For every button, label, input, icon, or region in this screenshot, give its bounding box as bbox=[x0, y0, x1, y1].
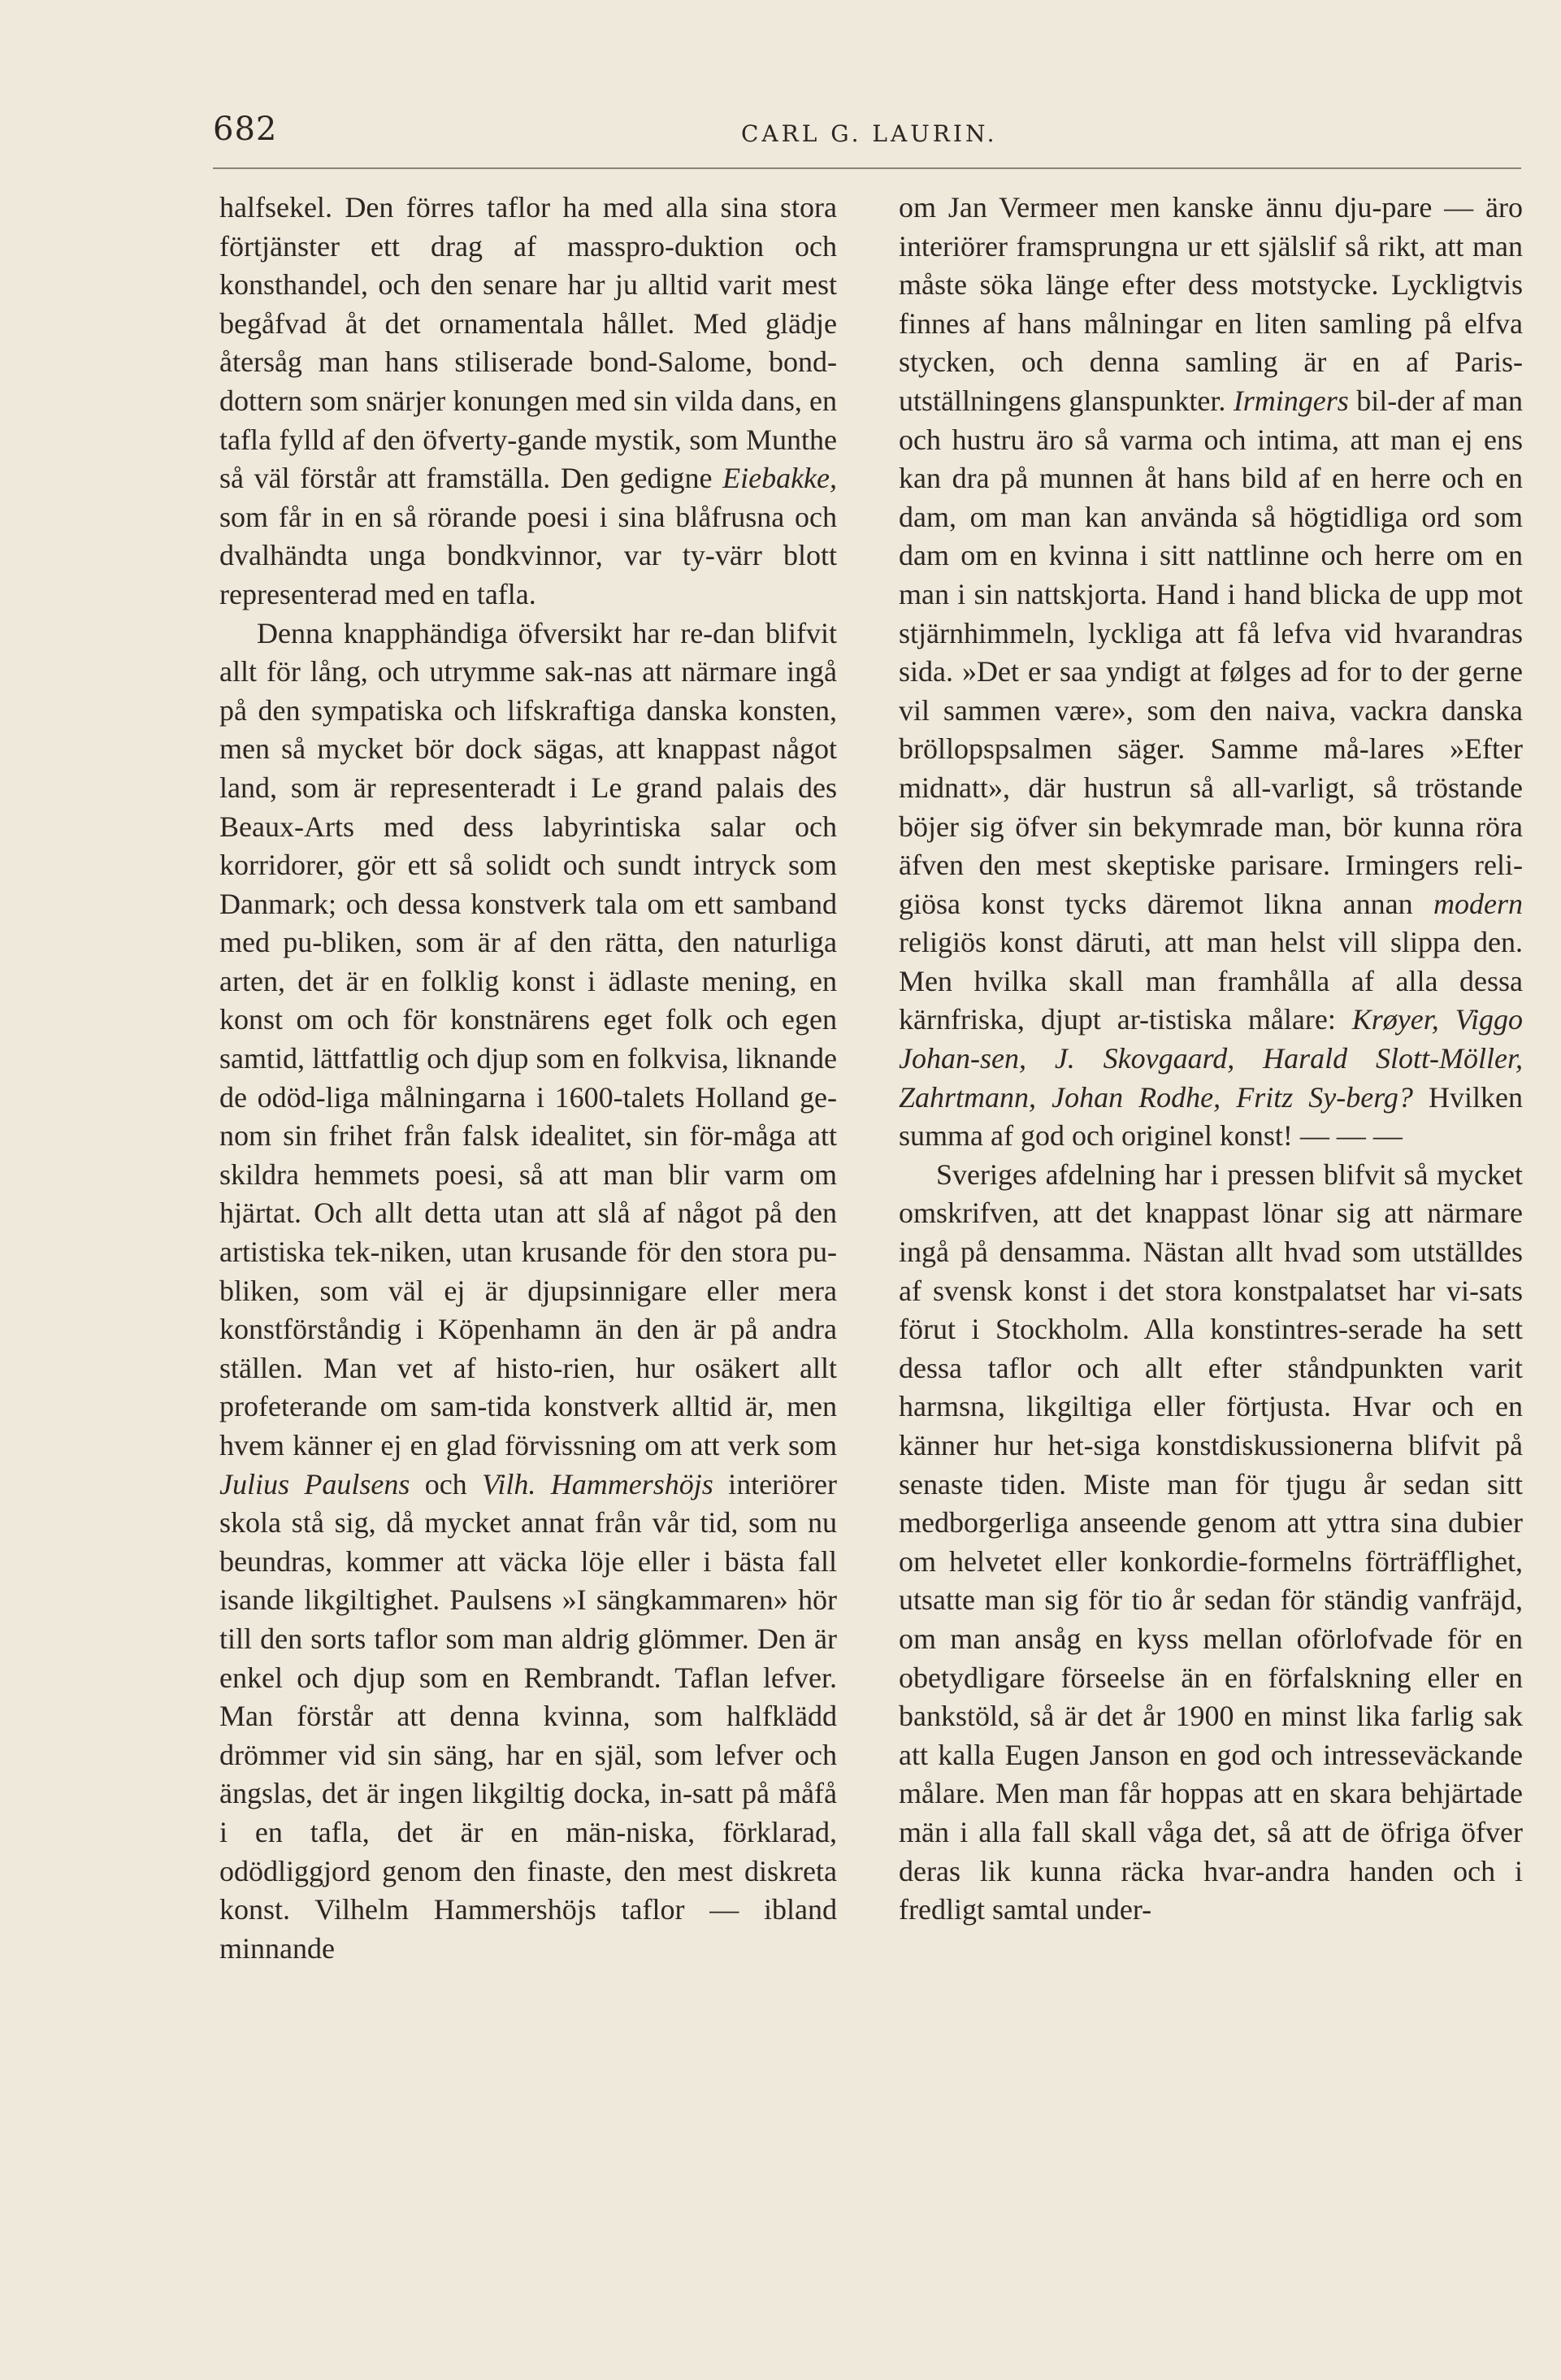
italic-name: Irmingers bbox=[1233, 384, 1349, 417]
italic-name: Eiebakke, bbox=[722, 462, 837, 495]
italic-word: modern bbox=[1433, 887, 1523, 920]
paragraph bbox=[899, 1156, 1523, 1930]
text-run: interiörer skola stå sig, då mycket annat från vår tid, som nu beundras, kommer att väcka löje eller i bästa fall isande likgiltighet. Paulsens »I sängkammaren» hör till den sorts taflor som man aldrig glömmer. Den är enkel och djup som en Rembrandt. Taflan lefver. Man förstår att denna kvinna, som halfklädd drömmer vid sin säng, har en själ, som lefver och ängslas, det är ingen likgiltig docka, in-satt på måfå i en tafla, det är en män-niska, förklarad, odödliggjord genom den finaste, den mest diskreta konst. Vilhelm Hammershöjs taflor — ibland minnande bbox=[219, 1467, 837, 1965]
paragraph bbox=[219, 615, 837, 1969]
paragraph bbox=[899, 189, 1523, 1156]
text-run: Denna knapphändiga öfversikt har re-dan blifvit allt för lång, och utrymme sak-nas att närmare ingå på den sympatiska och lifskraftiga danska konsten, men så mycket bör dock sägas, att knappast något land, som är representeradt i Le grand palais des Beaux-Arts med dess labyrintiska salar och korridorer, gör ett så solidt och sundt intryck som Danmark; och dessa konstverk tala om ett samband med pu-bliken, som är af den rätta, den naturliga arten, det är en folklig konst i ädlaste mening, en konst om och för konstnärens eget folk och egen samtid, lättfattlig och djup som en folkvisa, liknande de odöd-liga målningarna i 1600-talets Holland ge-nom sin frihet från falsk idealitet, sin för-måga att skildra hemmets poesi, så att man blir varm om hjärtat. Och allt detta utan att slå af något på den artistiska tek-niken, utan krusande för den stora pu-bliken, som väl ej är djupsinnigare eller mera konstförståndig i Köpenhamn än den är på andra ställen. Man vet af histo-rien, hur osäkert allt profeterande om sam-tida konstverk alltid är, men hvem känner ej en glad förvissning om att verk som bbox=[219, 616, 837, 1461]
italic-names: Krøyer, Viggo Johan-sen, J. Skovgaard, Harald Slott-Möller, Zahrtmann, Johan Rodhe, Fritz Sy-berg? bbox=[899, 1003, 1523, 1114]
left-column bbox=[219, 189, 837, 1968]
text-run: Sveriges afdelning har i pressen blifvit så mycket omskrifven, att det knappast lönar sig att närmare ingå på densamma. Nästan allt hvad som utställdes af svensk konst i det stora konstpalatset har vi-sats förut i Stockholm. Alla konstintres-serade ha sett dessa taflor och allt efter ståndpunkten varit harmsna, likgiltiga eller förtjusta. Hvar och en känner hur het-siga konstdiskussionerna blifvit på senaste tiden. Miste man för tjugu år sedan sitt medborgerliga anseende genom att yttra sina dubier om helvetet eller konkordie-formelns förträfflighet, utsatte man sig för tio år sedan för ständig vanfräjd, om man ansåg en kyss mellan oförlofvade för en obetydligare förseelse än en förfalskning eller en bankstöld, så är det år 1900 en minst lika farlig sak att kalla Eugen Janson en god och intresseväckande målare. Men man får hoppas att en skara behjärtade män i alla fall skall våga det, så att de öfriga öfver deras lik kunna räcka hvar-andra handen och i fredligt samtal under- bbox=[899, 1157, 1523, 1926]
text-run: som får in en så rörande poesi i sina blåfrusna och dvalhändta unga bondkvinnor, var ty-värr blott representerad med en tafla. bbox=[219, 500, 837, 610]
page-header bbox=[213, 111, 1521, 167]
text-run: och bbox=[410, 1467, 483, 1501]
text-run: Hvilken summa af god och originel konst! — — — bbox=[899, 1080, 1523, 1153]
header-rule bbox=[213, 167, 1521, 169]
page-number: 682 bbox=[213, 111, 278, 148]
running-head: CARL G. LAURIN. bbox=[741, 120, 998, 147]
italic-name: Vilh. Hammershöjs bbox=[482, 1467, 713, 1501]
text-run: om Jan Vermeer men kanske ännu dju-pare — äro interiörer framsprungna ur ett själslif så rikt, att man måste söka länge efter dess motstycke. Lyckligtvis finnes af hans målningar en liten samling på elfva stycken, och denna samling är en af Paris-utställningens glanspunkter. bbox=[899, 191, 1523, 417]
right-column bbox=[899, 189, 1523, 1930]
paragraph bbox=[219, 189, 837, 615]
text-run: religiös konst däruti, att man helst vill slippa den. Men hvilka skall man framhålla af alla dessa kärnfriska, djupt ar-tistiska målare: bbox=[899, 926, 1523, 1036]
text-run: bil-der af man och hustru äro så varma och intima, att man ej ens kan dra på munnen åt hans bild af en herre och en dam, om man kan använda så högtidliga ord som dam om en kvinna i sitt nattlinne och herre om en man i sin nattskjorta. Hand i hand blicka de upp mot stjärnhimmeln, lyckliga att få lefva vid hvarandras sida. »Det er saa yndigt at følges ad for to der gerne vil sammen være», som den naiva, vackra danska bröllopspsalmen säger. Samme må-lares »Efter midnatt», där hustrun så all-varligt, så tröstande böjer sig öfver sin bekymrade man, bör kunna röra äfven den mest skeptiske parisare. Irmingers reli-giösa konst tycks däremot likna annan bbox=[899, 384, 1523, 920]
text-run: halfsekel. Den förres taflor ha med alla sina stora förtjänster ett drag af masspro-duktion och konsthandel, och den senare har ju alltid varit mest begåfvad åt det ornamentala hållet. Med glädje återsåg man hans stiliserade bond-Salome, bond-dottern som snärjer konungen med sin vilda dans, en tafla fylld af den öfverty-gande mystik, som Munthe så väl förstår att framställa. Den gedigne bbox=[219, 191, 837, 495]
italic-name: Julius Paulsens bbox=[219, 1467, 410, 1501]
